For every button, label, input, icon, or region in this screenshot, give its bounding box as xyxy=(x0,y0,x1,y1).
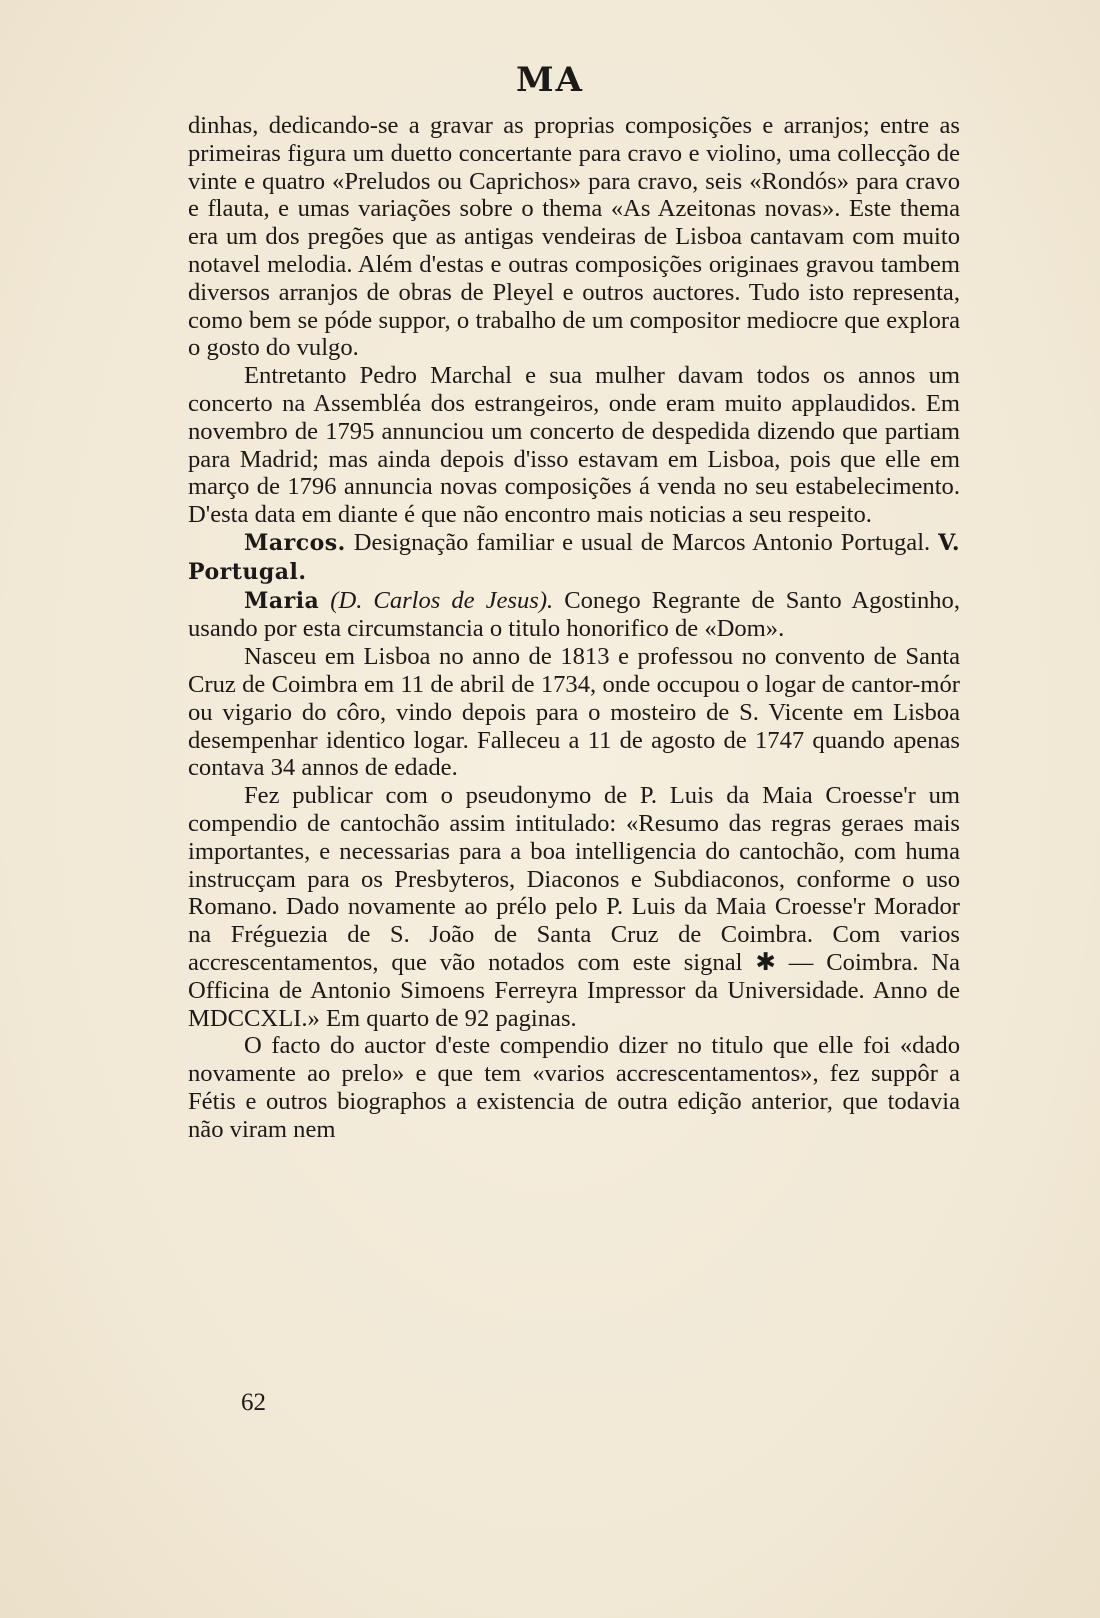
headword-maria: Maria xyxy=(244,587,320,614)
headword-marcos: Marcos. xyxy=(244,529,346,556)
paragraph-5: O facto do auctor d'este compendio dizer no titulo que elle foi «dado novamente ao prelo» e que tem «varios accrescentamentos», fez suppôr a Fétis e outros biographos a existencia de outra edição anterior, que todavia não viram nem xyxy=(188,1032,960,1143)
paragraph-3: Nasceu em Lisboa no anno de 1813 e professou no convento de Santa Cruz de Coimbra em 11 de abril de 1734, onde occupou o logar de cantor-mór ou vigario do côro, vindo depois para o mosteiro de S. Vicente em Lisboa desempenhar identico logar. Falleceu a 11 de agosto de 1747 quando apenas contava 34 annos de edade. xyxy=(188,643,960,782)
entry-maria xyxy=(188,587,960,644)
entry-marcos-text: Designação familiar e usual de Marcos Antonio Portugal. xyxy=(345,528,939,556)
paragraph-4: Fez publicar com o pseudonymo de P. Luis da Maia Croesse'r um compendio de cantochão assim intitulado: «Resumo das regras geraes mais importantes, e necessarias para a boa intelligencia do cantochão, com huma instrucçam para os Presbyteros, Diaconos e Subdiaconos, conforme o uso Romano. Dado novamente ao prélo pelo P. Luis da Maia Croesse'r Morador na Fréguezia de S. João de Santa Cruz de Coimbra. Com varios accrescentamentos, que vão notados com este signal ✱ — Coimbra. Na Officina de Antonio Simoens Ferreyra Impressor da Universidade. Anno de MDCCXLI.» Em quarto de 92 paginas. xyxy=(188,782,960,1032)
page-number: 62 xyxy=(241,1389,266,1416)
cross-reference-portugal: V. Portugal. xyxy=(188,529,960,585)
paragraph-2: Entretanto Pedro Marchal e sua mulher davam todos os annos um concerto na Assembléa dos estrangeiros, onde eram muito applaudidos. Em novembro de 1795 annunciou um concerto de despedida dizendo que partiam para Madrid; mas ainda depois d'isso estavam em Lisboa, pois que elle em março de 1796 annuncia novas composições á venda no seu estabelecimento. D'esta data em diante é que não encontro mais noticias a seu respeito. xyxy=(188,362,960,529)
entry-marcos xyxy=(188,529,960,587)
entry-maria-text: Conego Regrante de Santo Agostinho, usando por esta circumstancia o titulo honorifico de «Dom». xyxy=(188,586,960,643)
paragraph-1: dinhas, dedicando-se a gravar as proprias composições e arranjos; entre as primeiras figura um duetto concertante para cravo e violino, uma collecção de vinte e quatro «Preludos ou Caprichos» para cravo, seis «Rondós» para cravo e flauta, e umas variações sobre o thema «As Azeitonas novas». Este thema era um dos pregões que as antigas vendeiras de Lisboa cantavam com muito notavel melodia. Além d'estas e outras composições originaes gravou tambem diversos arranjos de obras de Pleyel e outros auctores. Tudo isto representa, como bem se póde suppor, o trabalho de um compositor mediocre que explora o gosto do vulgo. xyxy=(188,112,960,362)
running-head: MA xyxy=(515,60,584,100)
text-block xyxy=(188,112,960,1143)
entry-maria-name: (D. Carlos de Jesus). xyxy=(319,586,554,614)
